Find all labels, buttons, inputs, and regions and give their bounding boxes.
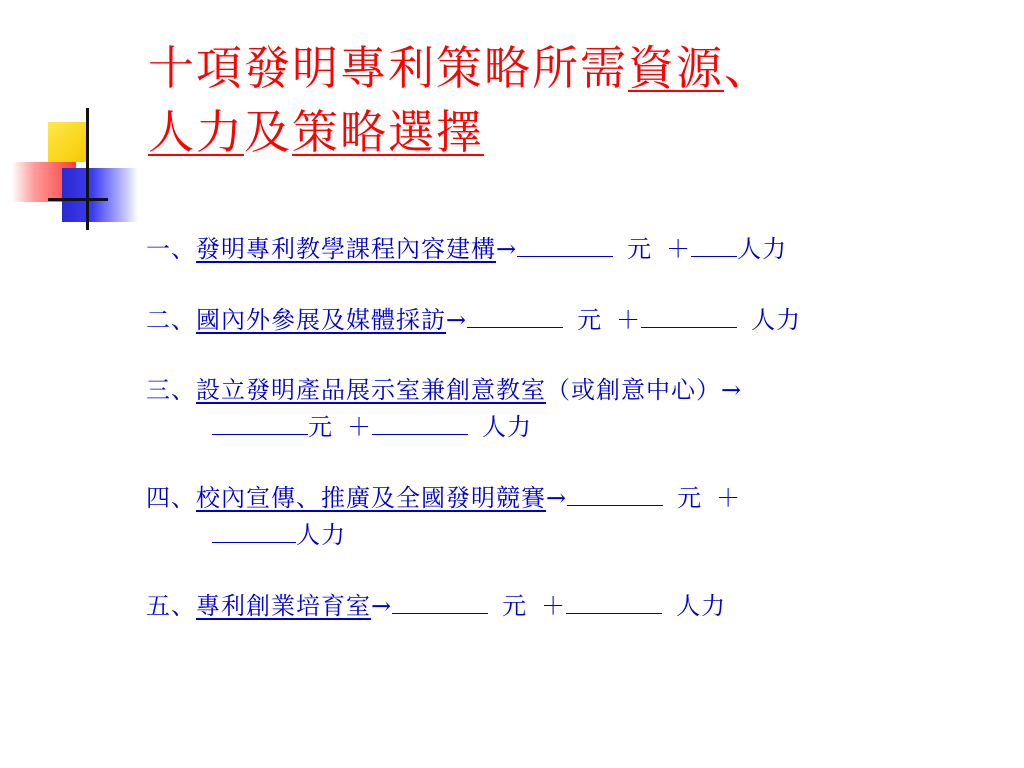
manpower-label: 人力: [737, 235, 788, 263]
title-part: 十項發明專利策略所需: [148, 41, 628, 95]
manpower-label: 人力: [482, 413, 532, 441]
item-number: 五、: [146, 592, 196, 620]
blank-people: [641, 301, 737, 328]
item-number: 三、: [146, 376, 196, 404]
item-topic-link[interactable]: 國內外參展及媒體採訪: [196, 306, 446, 334]
yuan-label: 元: [308, 413, 333, 441]
yuan-label: 元: [627, 235, 653, 263]
yuan-label: 元: [577, 306, 603, 334]
item-topic-link[interactable]: 專利創業培育室: [196, 592, 371, 620]
blank-people: [212, 516, 296, 543]
yuan-label: 元: [677, 484, 703, 512]
arrow: →: [371, 592, 393, 620]
plus-sign: ＋: [716, 484, 742, 512]
item-number: 二、: [146, 306, 196, 334]
yuan-label: 元: [502, 592, 528, 620]
arrow: →: [446, 306, 468, 334]
arrow: →: [721, 376, 743, 404]
title-underlined-strategy: 策略選擇: [292, 105, 484, 159]
item-topic-link[interactable]: 設立發明產品展示室兼創意教室: [196, 376, 546, 404]
list-item: [146, 479, 1016, 553]
decor-yellow-square: [48, 122, 88, 162]
title-part: 及: [244, 105, 292, 159]
blank-amount: [467, 301, 563, 328]
slide-title: [148, 36, 1008, 164]
item-number: 一、: [146, 235, 196, 263]
list-item: [146, 587, 1016, 624]
plus-sign: ＋: [347, 413, 372, 441]
decor-vertical-line: [86, 108, 89, 230]
item-number: 四、: [146, 484, 196, 512]
arrow: →: [546, 484, 568, 512]
list-item: [146, 301, 1016, 338]
decor-horizontal-line: [48, 198, 108, 201]
item-topic-link[interactable]: 校內宣傳、推廣及全國發明競賽: [196, 484, 546, 512]
plus-sign: ＋: [616, 306, 642, 334]
blank-amount: [517, 230, 613, 257]
title-underlined-resources: 資源: [628, 41, 724, 95]
decor-blue-bar: [62, 168, 138, 222]
manpower-label: 人力: [296, 521, 346, 549]
blank-amount: [212, 408, 308, 435]
title-underlined-manpower: 人力: [148, 105, 244, 159]
arrow: →: [496, 235, 518, 263]
blank-people: [691, 230, 737, 257]
manpower-label: 人力: [676, 592, 727, 620]
title-part: 、: [724, 41, 772, 95]
blank-amount: [567, 479, 663, 506]
item-extra: （或創意中心）: [546, 376, 721, 404]
manpower-label: 人力: [751, 306, 802, 334]
item-topic-link[interactable]: 發明專利教學課程內容建構: [196, 235, 496, 263]
blank-people: [566, 587, 662, 614]
blank-people: [372, 408, 468, 435]
plus-sign: ＋: [666, 235, 692, 263]
strategy-list: [146, 230, 1016, 658]
list-item: [146, 230, 1016, 267]
plus-sign: ＋: [541, 592, 567, 620]
list-item: [146, 372, 1016, 445]
blank-amount: [392, 587, 488, 614]
